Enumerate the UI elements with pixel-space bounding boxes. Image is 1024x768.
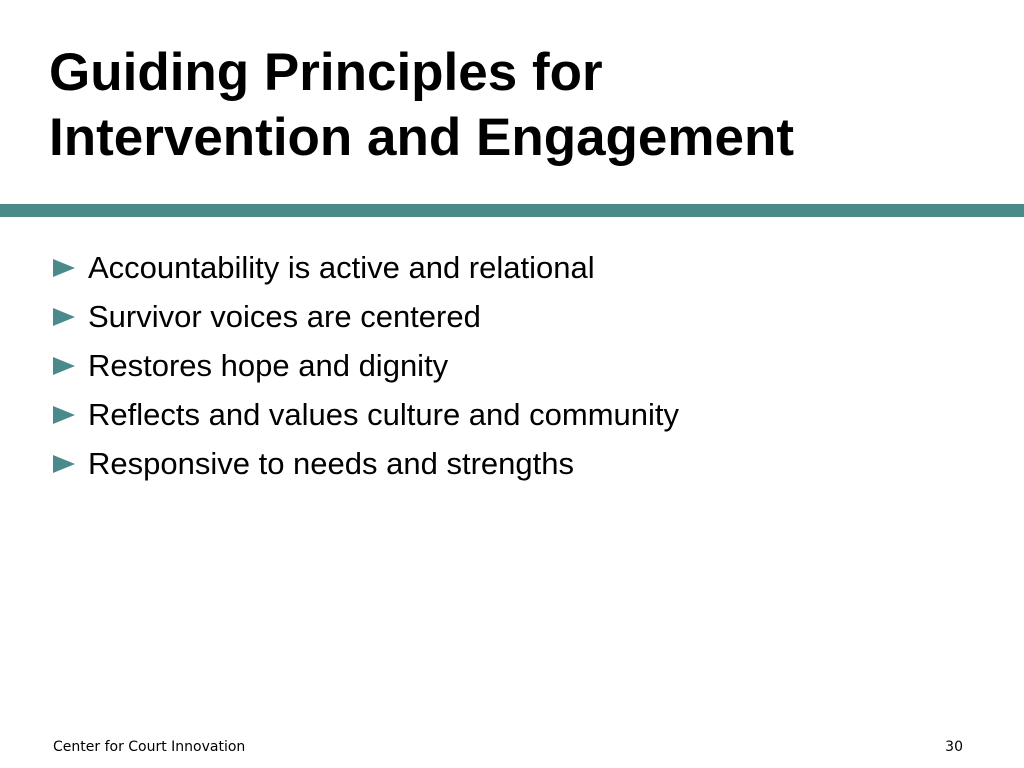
page-number: 30 bbox=[945, 739, 963, 755]
bullet-item bbox=[50, 292, 679, 341]
triangle-right-icon bbox=[53, 455, 75, 473]
slide-title bbox=[49, 40, 989, 170]
bullet-item bbox=[50, 341, 679, 390]
slide-title-line-1: Guiding Principles for bbox=[49, 43, 603, 102]
bullet-item bbox=[50, 243, 679, 292]
bullet-text: Restores hope and dignity bbox=[88, 347, 449, 383]
bullet-text: Reflects and values culture and community bbox=[88, 396, 680, 432]
bullet-list bbox=[50, 243, 679, 488]
triangle-right-icon bbox=[53, 357, 75, 375]
triangle-right-icon bbox=[53, 259, 75, 277]
bullet-item bbox=[50, 439, 679, 488]
triangle-right-icon bbox=[53, 406, 75, 424]
bullet-text: Responsive to needs and strengths bbox=[88, 445, 574, 481]
bullet-text: Survivor voices are centered bbox=[88, 298, 481, 334]
slide-title-line-2: Intervention and Engagement bbox=[49, 108, 795, 167]
footer-organization: Center for Court Innovation bbox=[53, 739, 246, 755]
bullet-item bbox=[50, 390, 679, 439]
title-divider bbox=[0, 204, 1024, 217]
bullet-text: Accountability is active and relational bbox=[88, 249, 595, 285]
triangle-right-icon bbox=[53, 308, 75, 326]
